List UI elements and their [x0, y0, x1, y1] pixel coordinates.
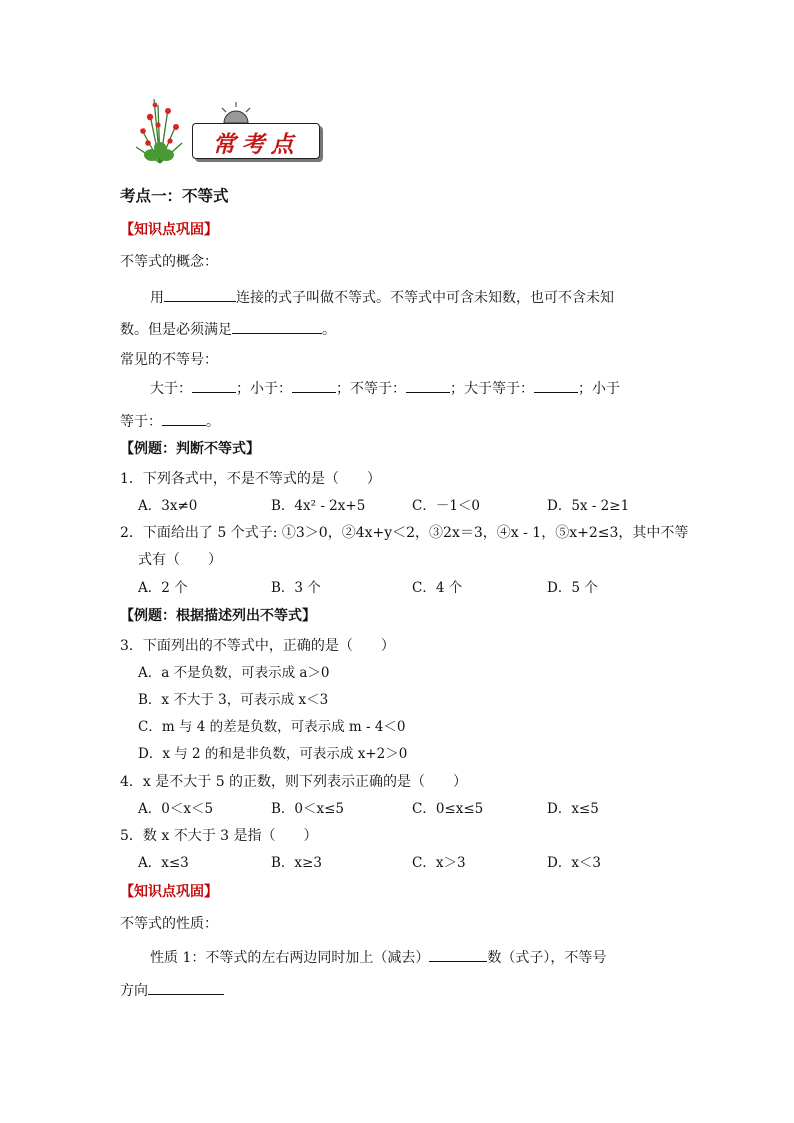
question-3-stem: 3．下面列出的不等式中，正确的是（ ） — [120, 638, 395, 654]
tag-example-1: 【例题：判断不等式】 — [120, 441, 260, 457]
answer-blank[interactable] — [406, 377, 450, 393]
banner-box — [192, 123, 320, 159]
answer-blank[interactable] — [232, 318, 322, 334]
question-2-stem: 2．下面给出了 5 个式子: ①3＞0，②4x+y＜2，③2x＝3，④x - 1，⑤x+2≤3，其中不等 — [120, 525, 689, 541]
definition-heading: 不等式的概念： — [120, 254, 218, 270]
answer-blank[interactable] — [292, 377, 336, 393]
question-3-option-c[interactable]: C．m 与 4 的差是负数，可表示成 m - 4＜0 — [138, 719, 406, 735]
question-4-stem: 4．x 是不大于 5 的正数，则下列表示正确的是（ ） — [120, 774, 468, 790]
header-decoration — [130, 95, 330, 165]
question-4-option-c[interactable]: C．0≤x≤5 — [412, 801, 484, 817]
question-3-option-a[interactable]: A．a 不是负数，可表示成 a＞0 — [138, 665, 330, 681]
question-3-option-b[interactable]: B．x 不大于 3，可表示成 x＜3 — [138, 692, 329, 708]
question-3-option-d[interactable]: D．x 与 2 的和是非负数，可表示成 x+2＞0 — [138, 746, 408, 762]
definition-line-1: 用 连接的式子叫做不等式。不等式中可含未知数，也可不含未知 — [150, 286, 614, 308]
question-2-option-a[interactable]: A．2 个 — [138, 580, 188, 596]
answer-blank[interactable] — [164, 286, 236, 302]
answer-blank[interactable] — [534, 377, 578, 393]
question-2-option-c[interactable]: C．4 个 — [412, 580, 463, 596]
answer-blank[interactable] — [429, 946, 487, 962]
tag-knowledge-2: 【知识点巩固】 — [120, 884, 218, 900]
answer-blank[interactable] — [192, 377, 236, 393]
question-2-option-d[interactable]: D．5 个 — [547, 580, 598, 596]
question-4-option-a[interactable]: A．0＜x＜5 — [138, 801, 214, 817]
question-5-stem: 5．数 x 不大于 3 是指（ ） — [120, 828, 318, 844]
question-5-option-b[interactable]: B．x≥3 — [271, 855, 322, 871]
property-1-line-1: 性质 1：不等式的左右两边同时加上（减去） 数（式子），不等号 — [150, 946, 606, 968]
definition-line-2: 数。但是必须满足 。 — [120, 318, 336, 340]
properties-heading: 不等式的性质： — [120, 916, 218, 932]
question-1-option-d[interactable]: D．5x - 2≥1 — [547, 498, 630, 514]
question-5-option-a[interactable]: A．x≤3 — [138, 855, 189, 871]
question-1-option-a[interactable]: A．3x≠0 — [138, 498, 198, 514]
question-2-option-b[interactable]: B．3 个 — [271, 580, 321, 596]
signs-line-1: 大于： ；小于： ；不等于： ；大于等于： ；小于 — [150, 377, 620, 399]
question-5-option-d[interactable]: D．x＜3 — [547, 855, 602, 871]
property-1-line-2: 方向 — [120, 979, 224, 1001]
question-4-option-b[interactable]: B．0＜x≤5 — [271, 801, 345, 817]
section-title: 考点一：不等式 — [120, 187, 229, 205]
common-signs-heading: 常见的不等号： — [120, 352, 218, 368]
tag-knowledge: 【知识点巩固】 — [120, 222, 218, 238]
answer-blank[interactable] — [162, 410, 206, 426]
question-2-stem-continued: 式有（ ） — [138, 552, 222, 568]
flower-plant-icon — [130, 95, 190, 165]
question-1-stem: 1．下列各式中，不是不等式的是（ ） — [120, 471, 381, 487]
question-1-option-b[interactable]: B．4x² - 2x+5 — [271, 498, 366, 514]
sun-icon — [216, 101, 256, 123]
question-4-option-d[interactable]: D．x≤5 — [547, 801, 599, 817]
question-1-option-c[interactable]: C．－1＜0 — [412, 498, 481, 514]
banner-title: 常考点 — [212, 132, 300, 158]
tag-example-2: 【例题：根据描述列出不等式】 — [120, 608, 316, 624]
question-5-option-c[interactable]: C．x＞3 — [412, 855, 466, 871]
answer-blank[interactable] — [148, 979, 224, 995]
signs-line-2: 等于： 。 — [120, 410, 220, 432]
